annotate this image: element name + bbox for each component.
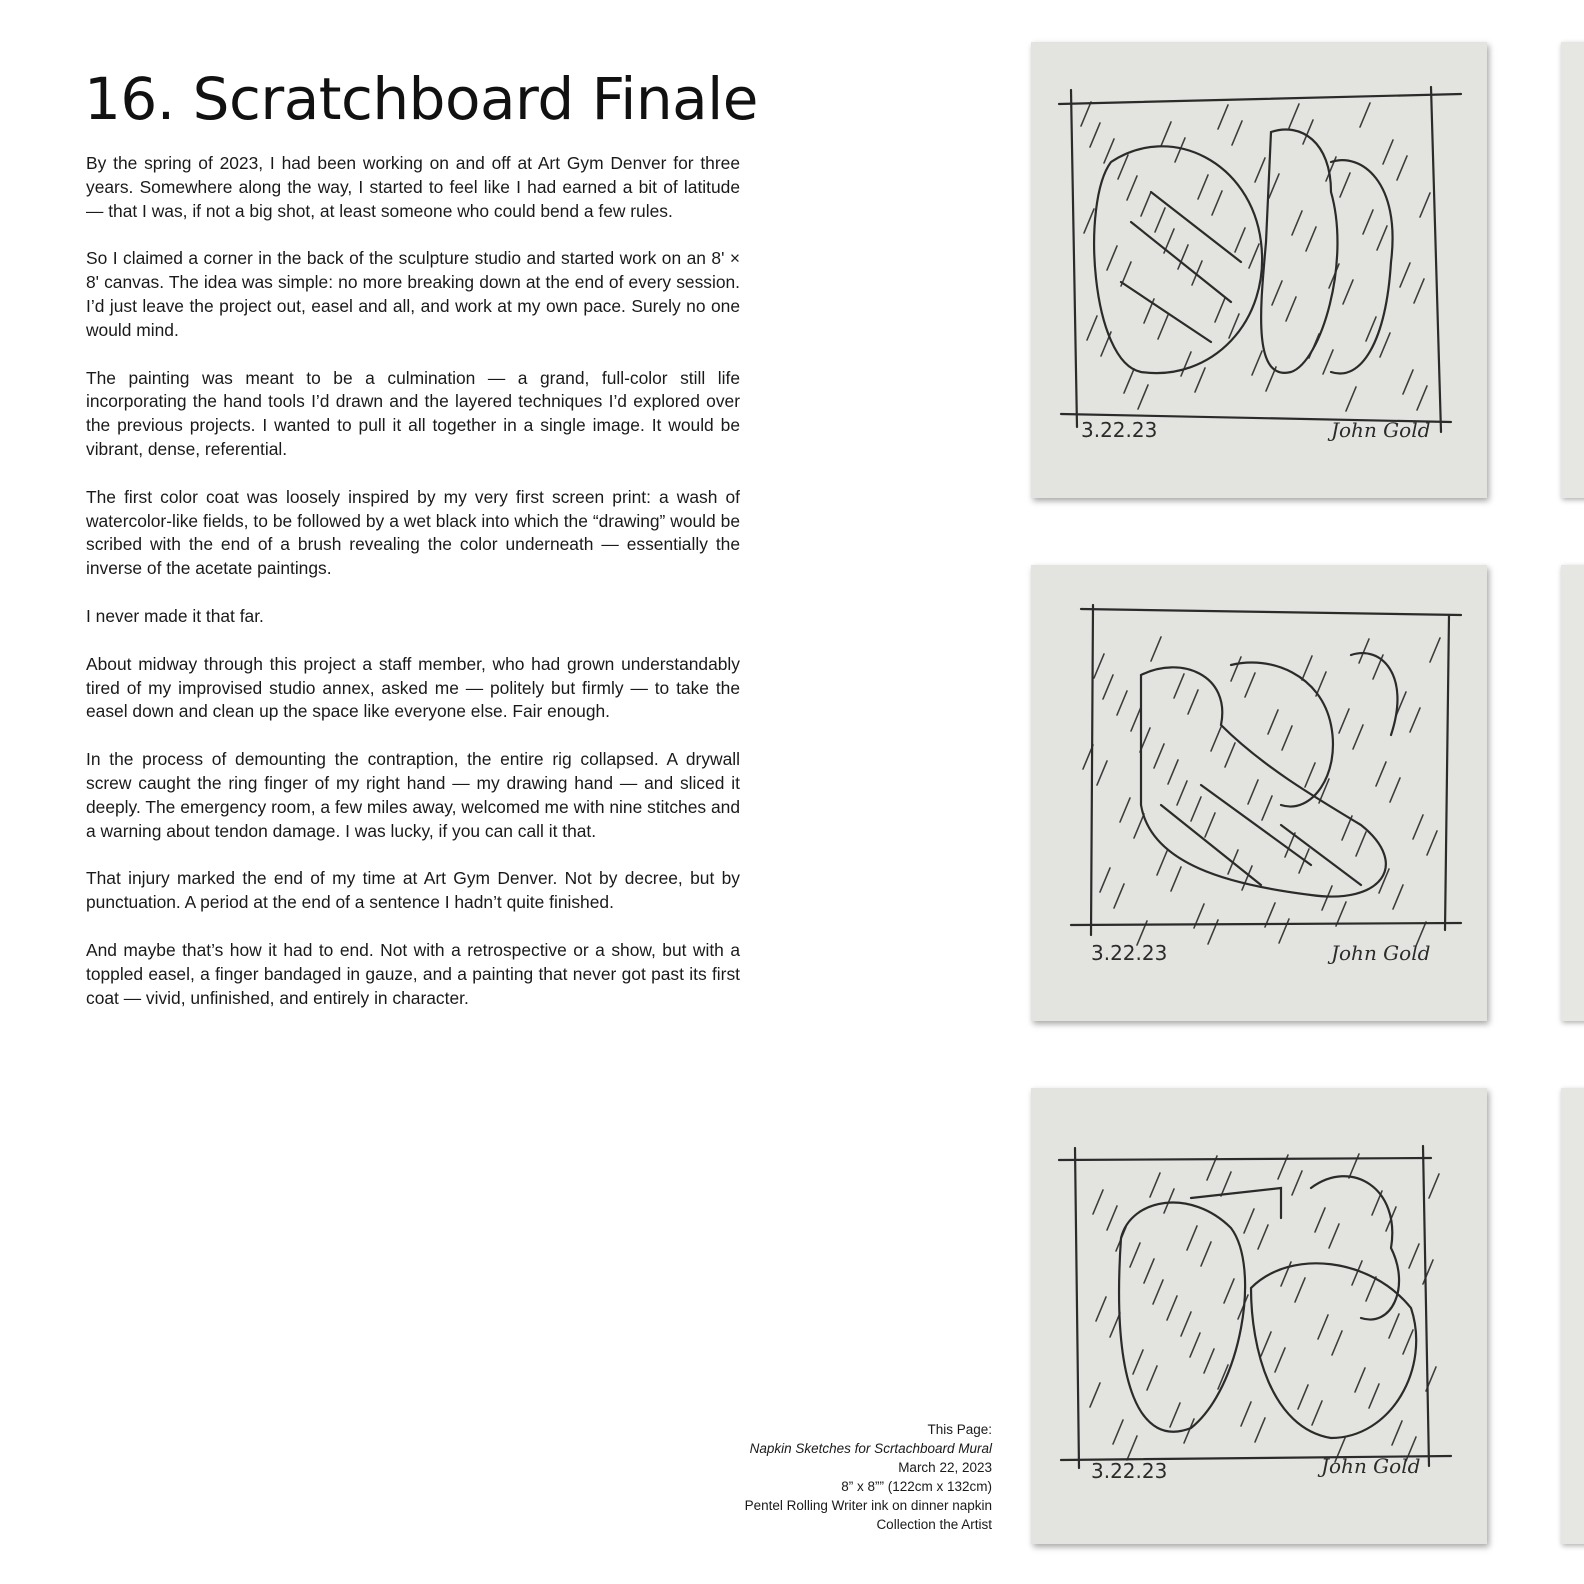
essay-body (86, 152, 740, 1034)
sketch-drawing (1031, 1088, 1487, 1544)
paragraph: By the spring of 2023, I had been working on and off at Art Gym Denver for three years. Somewhere along the way, I started to feel like I had earned a bit of latitude — that I was, if not a big shot, at least someone who could bend a few rules. (86, 153, 740, 221)
caption-collection: Collection the Artist (876, 1517, 992, 1532)
caption-work-title: Napkin Sketches for Scrtachboard Mural (749, 1441, 992, 1456)
paragraph: The painting was meant to be a culmination — a grand, full-color still life incorporating the hand tools I’d drawn and the layered techniques I’d explored over the previous projects. I wanted to pull it all together in a single image. It would be vibrant, dense, referential. (86, 367, 740, 459)
paragraph: In the process of demounting the contraption, the entire rig collapsed. A drywall screw caught the ring finger of my right hand — my drawing hand — and sliced it deeply. The emergency room, a few miles away, welcomed me with nine stitches and a warning about tendon damage. I was lucky, if you can call it that. (86, 749, 740, 841)
paragraph: About midway through this project a staff member, who had grown understandably tired of my improvised studio annex, asked me — politely but firmly — to take the easel down and clean up the space like everyone else. Fair enough. (86, 653, 740, 722)
caption-dimensions: 8” x 8”” (122cm x 132cm) (841, 1479, 992, 1494)
sketch-date-mark: 3.22.23 (1091, 1459, 1168, 1483)
sketch-date-mark: 3.22.23 (1091, 941, 1168, 965)
napkin-sketch-image (1031, 565, 1487, 1021)
page-title: 16. Scratchboard Finale (84, 65, 758, 133)
sketch-signature: John Gold (1331, 941, 1431, 965)
paragraph: I never made it that far. (86, 605, 264, 626)
sketch-drawing (1031, 42, 1487, 498)
sketch-signature: John Gold (1321, 1454, 1421, 1478)
caption-date: March 22, 2023 (898, 1460, 992, 1475)
sketch-date-mark: 3.22.23 (1081, 418, 1158, 442)
adjacent-napkin-edge (1561, 42, 1584, 498)
napkin-sketch-image (1031, 42, 1487, 498)
paragraph: So I claimed a corner in the back of the sculpture studio and started work on an 8' × 8' canvas. The idea was simple: no more breaking down at the end of every session. I’d just leave the project out, easel and all, and work at my own pace. Surely no one would mind. (86, 248, 740, 340)
sketch-drawing (1031, 565, 1487, 1021)
paragraph: And maybe that’s how it had to end. Not with a retrospective or a show, but with a toppled easel, a finger bandaged in gauze, and a painting that never got past its first coat — vivid, unfinished, and entirely in character. (86, 939, 740, 1008)
caption-label: This Page: (927, 1422, 992, 1437)
sketch-signature: John Gold (1331, 418, 1431, 442)
adjacent-napkin-edge (1561, 565, 1584, 1021)
paragraph: That injury marked the end of my time at Art Gym Denver. Not by decree, but by punctuation. A period at the end of a sentence I hadn’t quite finished. (86, 868, 740, 913)
artwork-caption (632, 1420, 992, 1534)
paragraph: The first color coat was loosely inspired by my very first screen print: a wash of watercolor-like fields, to be followed by a wet black into which the “drawing” would be scribed with the end of a brush revealing the color underneath — essentially the inverse of the acetate paintings. (86, 486, 740, 579)
adjacent-napkin-edge (1561, 1088, 1584, 1544)
napkin-sketch-image (1031, 1088, 1487, 1544)
caption-medium: Pentel Rolling Writer ink on dinner napkin (744, 1498, 992, 1513)
